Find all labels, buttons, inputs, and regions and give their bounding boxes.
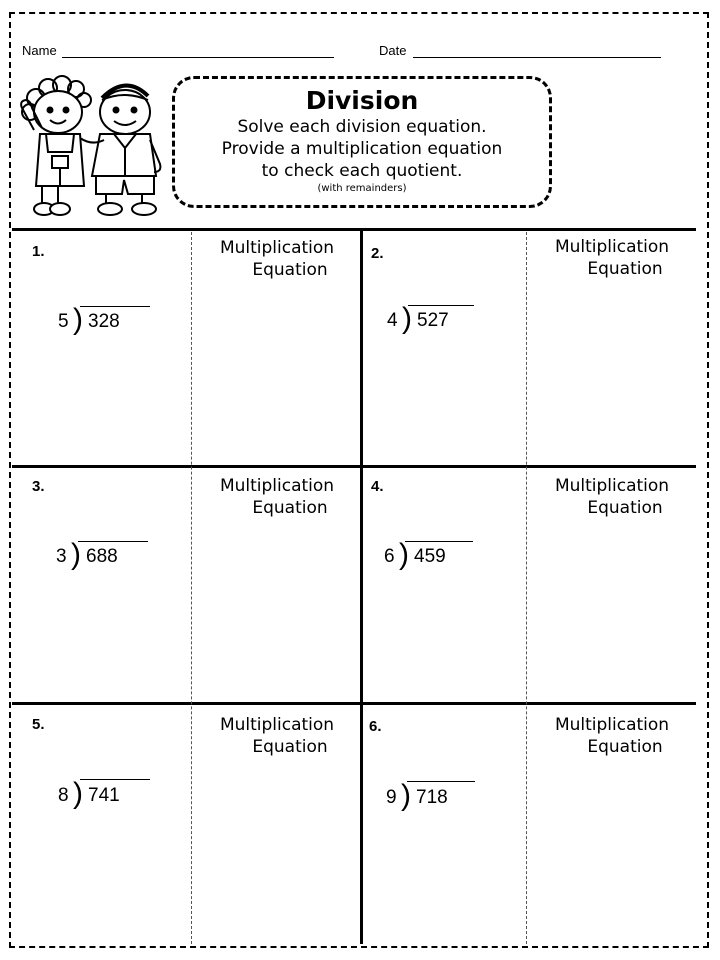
date-label: Date (379, 43, 407, 58)
dividend: 718 (416, 787, 448, 808)
name-field[interactable] (62, 57, 334, 58)
problem-number: 5. (32, 716, 45, 733)
work-divider (526, 232, 527, 944)
divisor: 4 (387, 310, 398, 331)
problem-number: 2. (371, 245, 384, 262)
kids-clipart-icon (14, 68, 164, 220)
divisor: 6 (384, 546, 395, 567)
divisor: 3 (56, 546, 67, 567)
divisor: 5 (58, 311, 69, 332)
division-bar (78, 541, 148, 542)
division-bracket: ) (73, 303, 83, 336)
grid-top-line (12, 228, 696, 231)
work-divider (191, 232, 192, 944)
division-bracket: ) (71, 538, 81, 571)
dividend: 527 (417, 310, 449, 331)
multiplication-label: Multiplication Equation (554, 476, 670, 518)
instructions-box (172, 76, 552, 208)
division-bracket: ) (399, 538, 409, 571)
multiplication-label: Multiplication Equation (219, 715, 335, 757)
division-bar (408, 305, 474, 306)
multiplication-label: Multiplication Equation (219, 476, 335, 518)
problem-number: 1. (32, 243, 45, 260)
division-bar (80, 779, 150, 780)
dividend: 328 (88, 311, 120, 332)
division-bar (80, 306, 150, 307)
multiplication-label: Multiplication Equation (554, 715, 670, 757)
instruction-line: Provide a multiplication equation (221, 139, 503, 159)
divisor: 8 (58, 785, 69, 806)
problem-number: 6. (369, 718, 382, 735)
division-bracket: ) (73, 777, 83, 810)
multiplication-label: Multiplication Equation (219, 238, 335, 280)
dividend: 459 (414, 546, 446, 567)
multiplication-label: Multiplication Equation (554, 237, 670, 279)
division-bracket: ) (401, 779, 411, 812)
problem-number: 3. (32, 478, 45, 495)
divisor: 9 (386, 787, 397, 808)
division-bar (405, 541, 473, 542)
instruction-line: Solve each division equation. (237, 117, 487, 137)
dividend: 741 (88, 785, 120, 806)
grid-row-divider (12, 465, 696, 468)
date-field[interactable] (413, 57, 661, 58)
division-bar (407, 781, 475, 782)
dividend: 688 (86, 546, 118, 567)
instruction-note: (with remainders) (317, 183, 407, 194)
division-bracket: ) (402, 302, 412, 335)
instruction-line: to check each quotient. (261, 161, 463, 181)
worksheet-title: Division (305, 86, 419, 115)
grid-row-divider (12, 702, 696, 705)
name-label: Name (22, 43, 57, 58)
problem-number: 4. (371, 478, 384, 495)
grid-column-divider (360, 228, 363, 944)
